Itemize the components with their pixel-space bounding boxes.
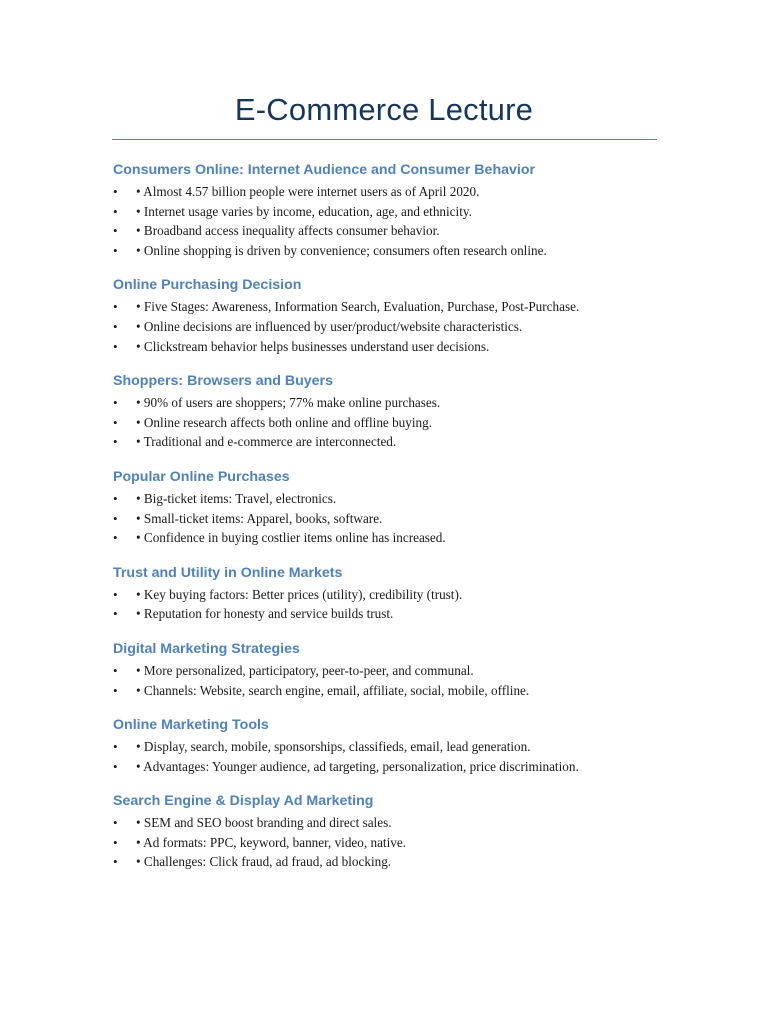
section-heading: Online Purchasing Decision [113, 277, 302, 294]
section [113, 563, 673, 624]
list-item [113, 432, 673, 452]
list-item-text: • Big-ticket items: Travel, electronics. [136, 490, 337, 506]
bullet-list [113, 182, 673, 260]
section-heading: Online Marketing Tools [113, 717, 269, 734]
section [113, 639, 673, 700]
title-underline-rule [112, 139, 657, 140]
list-item-text: • Internet usage varies by income, education, age, and ethnicity. [136, 203, 472, 219]
section-heading: Trust and Utility in Online Markets [113, 564, 343, 581]
section-heading: Popular Online Purchases [113, 468, 290, 485]
bullet-dot-icon: • [113, 395, 118, 411]
bullet-dot-icon: • [113, 739, 118, 755]
list-item [113, 661, 673, 681]
section [113, 371, 673, 452]
list-item-text: • SEM and SEO boost branding and direct sales. [136, 815, 392, 831]
list-item-text: • Online decisions are influenced by user/product/website characteristics. [136, 318, 523, 334]
list-item [113, 737, 673, 757]
bullet-dot-icon: • [113, 530, 118, 546]
list-item-text: • Confidence in buying costlier items online has increased. [136, 530, 446, 546]
document-title: E-Commerce Lecture [234, 92, 534, 127]
bullet-list [113, 393, 673, 452]
list-item-text: • Small-ticket items: Apparel, books, software. [136, 510, 383, 526]
list-item-text: • Advantages: Younger audience, ad targeting, personalization, price discrimination. [136, 758, 579, 774]
list-item-text: • Almost 4.57 billion people were internet users as of April 2020. [136, 184, 480, 199]
bullet-dot-icon: • [113, 203, 118, 219]
bullet-dot-icon: • [113, 318, 118, 334]
list-item [113, 528, 673, 548]
list-item-text: • Clickstream behavior helps businesses understand user decisions. [136, 338, 490, 354]
list-item [113, 509, 673, 529]
bullet-dot-icon: • [113, 223, 118, 239]
section [113, 160, 673, 260]
bullet-dot-icon: • [113, 682, 118, 698]
bullet-list [113, 489, 673, 548]
list-item [113, 413, 673, 433]
bullet-dot-icon: • [113, 299, 118, 315]
list-item-text: • Channels: Website, search engine, email, affiliate, social, mobile, offline. [136, 682, 530, 698]
section-heading: Shoppers: Browsers and Buyers [113, 373, 333, 390]
list-item [113, 221, 673, 241]
list-item [113, 681, 673, 701]
bullet-dot-icon: • [113, 854, 118, 870]
bullet-list [113, 585, 673, 624]
section [113, 791, 673, 872]
list-item-text: • Reputation for honesty and service builds trust. [136, 606, 394, 622]
section [113, 467, 673, 548]
list-item [113, 297, 673, 317]
list-item-text: • More personalized, participatory, peer-to-peer, and communal. [136, 662, 474, 678]
section-heading: Search Engine & Display Ad Marketing [113, 793, 374, 810]
bullet-dot-icon: • [113, 242, 118, 258]
list-item-text: • Broadband access inequality affects consumer behavior. [136, 223, 440, 239]
list-item [113, 317, 673, 337]
bullet-dot-icon: • [113, 510, 118, 526]
document-body [113, 160, 673, 872]
bullet-dot-icon: • [113, 490, 118, 506]
section-heading: Digital Marketing Strategies [113, 640, 300, 657]
list-item [113, 833, 673, 853]
bullet-dot-icon: • [113, 834, 118, 850]
list-item [113, 393, 673, 413]
bullet-dot-icon: • [113, 414, 118, 430]
list-item [113, 585, 673, 605]
bullet-list [113, 813, 673, 872]
bullet-list [113, 297, 673, 356]
list-item-text: • Ad formats: PPC, keyword, banner, video, native. [136, 834, 406, 850]
bullet-dot-icon: • [113, 662, 118, 678]
list-item [113, 337, 673, 357]
list-item-text: • Display, search, mobile, sponsorships, classifieds, email, lead generation. [136, 739, 531, 755]
list-item-text: • Challenges: Click fraud, ad fraud, ad blocking. [136, 854, 392, 870]
list-item [113, 813, 673, 833]
bullet-dot-icon: • [113, 815, 118, 831]
list-item [113, 852, 673, 872]
bullet-dot-icon: • [113, 434, 118, 450]
list-item-text: • Five Stages: Awareness, Information Search, Evaluation, Purchase, Post-Purchase. [136, 299, 580, 315]
section [113, 715, 673, 776]
list-item [113, 182, 673, 202]
list-item-text: • Online shopping is driven by convenience; consumers often research online. [136, 242, 547, 258]
list-item [113, 604, 673, 624]
bullet-dot-icon: • [113, 758, 118, 774]
list-item [113, 489, 673, 509]
bullet-list [113, 737, 673, 776]
list-item-text: • Traditional and e-commerce are interconnected. [136, 434, 397, 450]
bullet-dot-icon: • [113, 586, 118, 602]
list-item [113, 202, 673, 222]
bullet-list [113, 661, 673, 700]
section-heading: Consumers Online: Internet Audience and Consumer Behavior [113, 162, 536, 178]
section [113, 275, 673, 356]
bullet-dot-icon: • [113, 338, 118, 354]
list-item [113, 241, 673, 261]
list-item-text: • 90% of users are shoppers; 77% make online purchases. [136, 395, 441, 411]
list-item [113, 757, 673, 777]
list-item-text: • Key buying factors: Better prices (utility), credibility (trust). [136, 586, 463, 602]
bullet-dot-icon: • [113, 184, 118, 199]
list-item-text: • Online research affects both online and offline buying. [136, 414, 432, 430]
bullet-dot-icon: • [113, 606, 118, 622]
